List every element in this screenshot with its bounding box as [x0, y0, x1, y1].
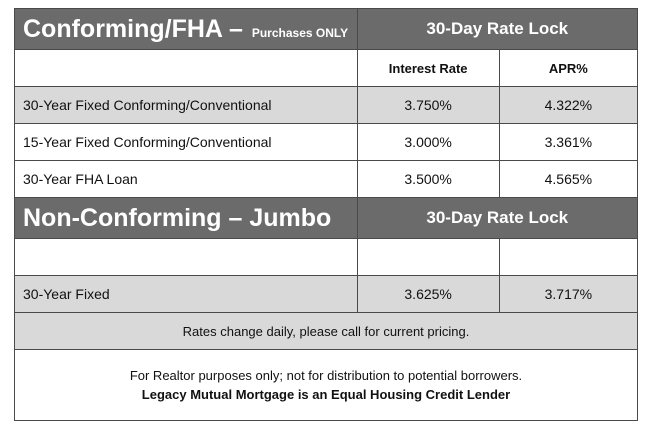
blank-header-cell — [15, 50, 358, 87]
loan-label: 15-Year Fixed Conforming/Conventional — [15, 124, 358, 161]
jumbo-blank-row — [15, 239, 638, 276]
conforming-title-cell — [15, 9, 358, 50]
lender-statement: Legacy Mutual Mortgage is an Equal Housing Credit Lender — [141, 387, 511, 402]
pricing-note-row — [15, 313, 638, 350]
blank-cell — [15, 239, 358, 276]
column-header-row — [15, 50, 638, 87]
interest-rate-value: 3.750% — [357, 87, 499, 124]
table-row — [15, 161, 638, 198]
interest-rate-value: 3.500% — [357, 161, 499, 198]
conforming-header-row — [15, 9, 638, 50]
conforming-title: Conforming/FHA – — [23, 14, 243, 43]
loan-label: 30-Year Fixed Conforming/Conventional — [15, 87, 358, 124]
rate-table — [14, 8, 638, 421]
jumbo-header-row — [15, 198, 638, 239]
apr-value: 4.322% — [499, 87, 637, 124]
interest-rate-value: 3.000% — [357, 124, 499, 161]
disclaimer-text: For Realtor purposes only; not for distribution to potential borrowers. — [129, 368, 523, 383]
pricing-note: Rates change daily, please call for current pricing. — [15, 313, 638, 350]
interest-rate-value: 3.625% — [357, 276, 499, 313]
blank-cell — [499, 239, 637, 276]
apr-value: 4.565% — [499, 161, 637, 198]
apr-value: 3.717% — [499, 276, 637, 313]
table-row — [15, 276, 638, 313]
apr-value: 3.361% — [499, 124, 637, 161]
table-row — [15, 87, 638, 124]
footer-row — [15, 350, 638, 421]
conforming-lock-header: 30-Day Rate Lock — [357, 9, 637, 50]
loan-label: 30-Year Fixed — [15, 276, 358, 313]
footer-cell — [15, 350, 638, 421]
conforming-title-note: Purchases ONLY — [251, 25, 349, 40]
loan-label: 30-Year FHA Loan — [15, 161, 358, 198]
jumbo-title: Non-Conforming – Jumbo — [15, 198, 358, 239]
blank-cell — [357, 239, 499, 276]
apr-header: APR% — [499, 50, 637, 87]
interest-rate-header: Interest Rate — [357, 50, 499, 87]
table-row — [15, 124, 638, 161]
jumbo-lock-header: 30-Day Rate Lock — [357, 198, 637, 239]
